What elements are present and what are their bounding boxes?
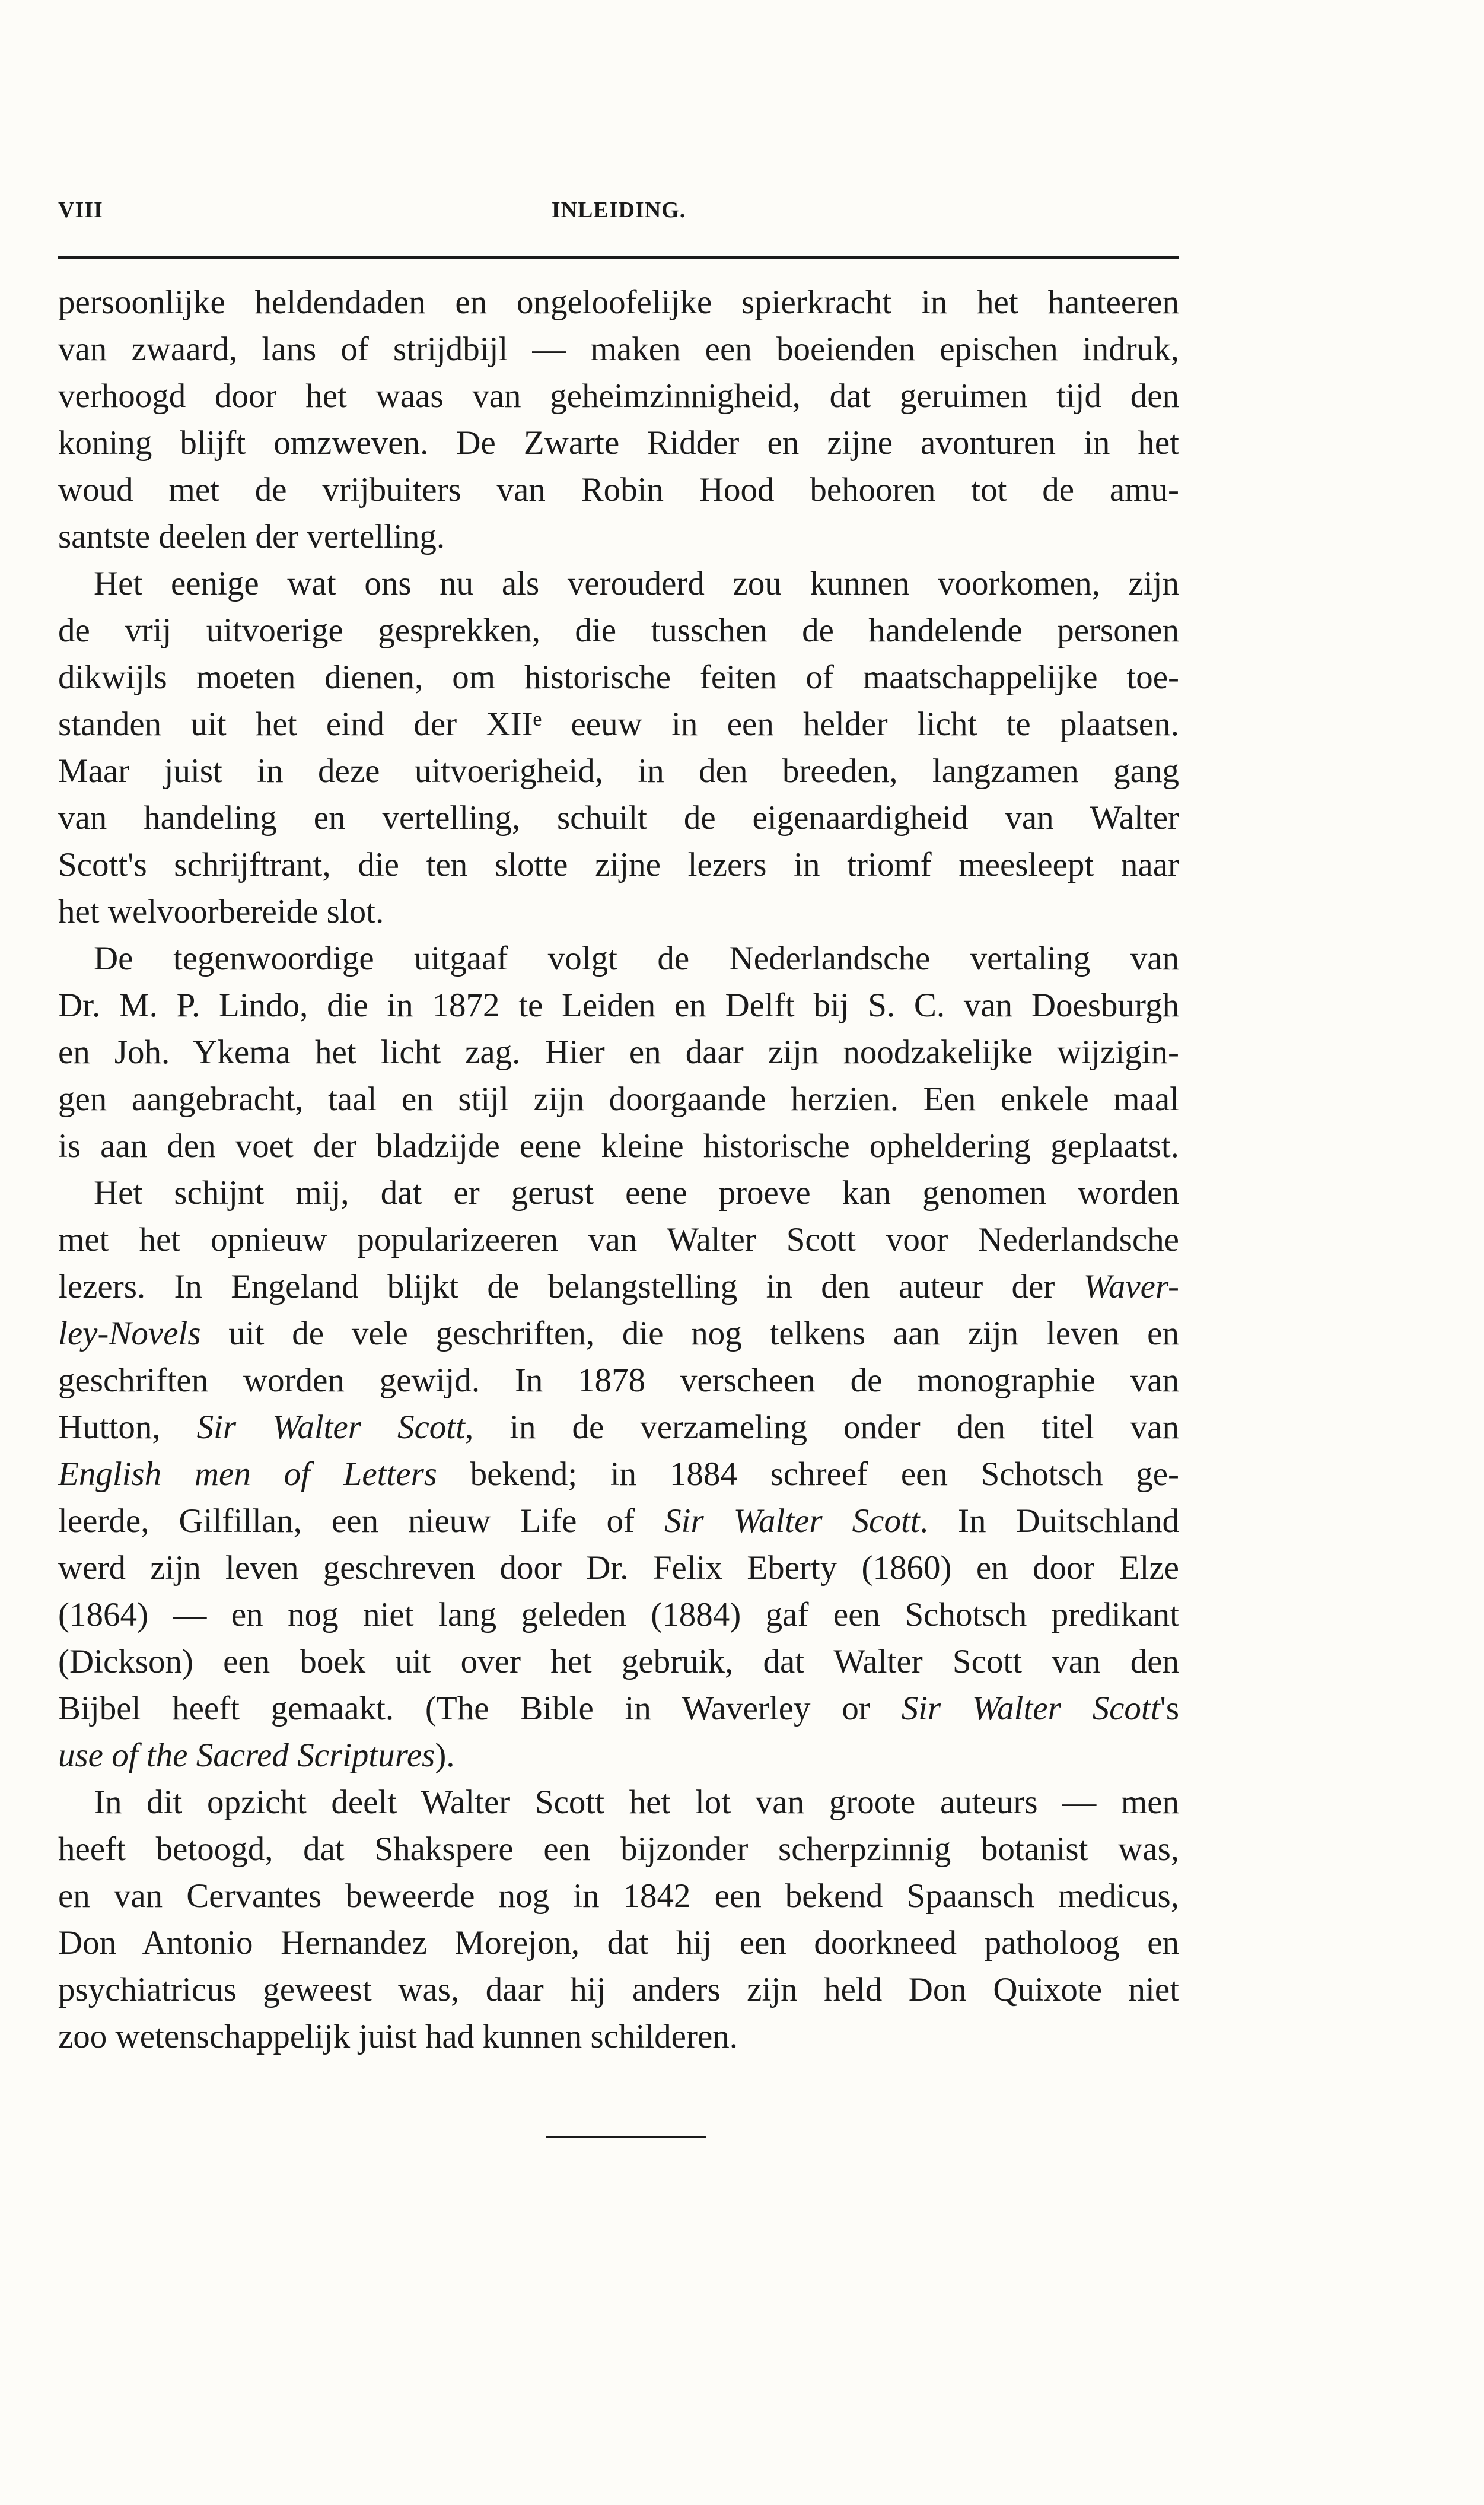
text-line: woud met de vrijbuiters van Robin Hood behooren tot de amu-	[58, 471, 1179, 508]
text-line: De tegenwoordige uitgaaf volgt de Nederlandsche vertaling van	[94, 940, 1179, 977]
text-line: persoonlijke heldendaden en ongeloofelijke spierkracht in het hanteeren	[58, 284, 1179, 321]
text-line: dikwijls moeten dienen, om historische feiten of maatschappelijke toe-	[58, 659, 1179, 696]
text-line: (1864) — en nog niet lang geleden (1884) gaf een Schotsch predikant	[58, 1596, 1179, 1633]
text-line: In dit opzicht deelt Walter Scott het lot van groote auteurs — men	[94, 1784, 1179, 1821]
text-line: van zwaard, lans of strijdbijl — maken een boeienden epischen indruk,	[58, 330, 1179, 368]
text-line: is aan den voet der bladzijde eene kleine historische opheldering geplaatst.	[58, 1127, 1179, 1165]
text-line: (Dickson) een boek uit over het gebruik, dat Walter Scott van den	[58, 1643, 1179, 1680]
text-line: Het schijnt mij, dat er gerust eene proeve kan genomen worden	[94, 1174, 1179, 1212]
text-line: de vrij uitvoerige gesprekken, die tusschen de handelende personen	[58, 612, 1179, 649]
text-line: Bijbel heeft gemaakt. (The Bible in Waverley or Sir Walter Scott's	[58, 1690, 1179, 1727]
page-number: VIII	[58, 198, 103, 222]
text-line: geschriften worden gewijd. In 1878 verscheen de monographie van	[58, 1362, 1179, 1399]
text-line: en van Cervantes beweerde nog in 1842 een bekend Spaansch medicus,	[58, 1877, 1179, 1915]
paragraph-5	[58, 1779, 1179, 2060]
text-line: heeft betoogd, dat Shakspere een bijzonder scherpzinnig botanist was,	[58, 1830, 1179, 1868]
text-line: Don Antonio Hernandez Morejon, dat hij een doorkneed patholoog en	[58, 1924, 1179, 1962]
text-line: werd zijn leven geschreven door Dr. Felix Eberty (1860) en door Elze	[58, 1549, 1179, 1587]
text-line: en Joh. Ykema het licht zag. Hier en daar zijn noodzakelijke wijzigin-	[58, 1034, 1179, 1071]
text-line: lezers. In Engeland blijkt de belangstelling in den auteur der Waver-	[58, 1268, 1179, 1305]
text-line: Scott's schrijftrant, die ten slotte zijne lezers in triomf meesleept naar	[58, 846, 1179, 883]
text-line: standen uit het eind der XIIᵉ eeuw in een helder licht te plaatsen.	[58, 705, 1179, 743]
text-line: het welvoorbereide slot.	[58, 893, 384, 930]
text-line: psychiatricus geweest was, daar hij anders zijn held Don Quixote niet	[58, 1971, 1179, 2008]
paragraph-4	[58, 1169, 1179, 1779]
text-line: English men of Letters bekend; in 1884 schreef een Schotsch ge-	[58, 1455, 1180, 1493]
text-line: gen aangebracht, taal en stijl zijn doorgaande herzien. Een enkele maal	[58, 1080, 1179, 1118]
text-line: koning blijft omzweven. De Zwarte Ridder en zijne avonturen in het	[58, 424, 1179, 462]
text-line: met het opnieuw popularizeeren van Walter Scott voor Nederlandsche	[58, 1221, 1179, 1258]
running-title: INLEIDING.	[551, 198, 686, 222]
paragraph-2	[58, 560, 1179, 935]
paragraph-1	[58, 279, 1179, 560]
text-line: Dr. M. P. Lindo, die in 1872 te Leiden en Delft bij S. C. van Doesburgh	[58, 987, 1179, 1024]
paragraph-3	[58, 935, 1179, 1169]
text-line: Hutton, Sir Walter Scott, in de verzameling onder den titel van	[58, 1409, 1179, 1446]
text-line: Het eenige wat ons nu als verouderd zou kunnen voorkomen, zijn	[94, 565, 1179, 602]
text-line: ley-Novels uit de vele geschriften, die nog telkens aan zijn leven en	[58, 1315, 1179, 1352]
text-line: use of the Sacred Scriptures).	[58, 1737, 455, 1774]
text-line: leerde, Gilfillan, een nieuw Life of Sir Walter Scott. In Duitschland	[58, 1502, 1179, 1540]
end-rule	[546, 2136, 706, 2138]
text-line: verhoogd door het waas van geheimzinnigheid, dat geruimen tijd den	[58, 377, 1179, 415]
text-line: santste deelen der vertelling.	[58, 518, 445, 555]
page-header	[58, 197, 1179, 239]
body-text	[58, 279, 1179, 2060]
text-line: zoo wetenschappelijk juist had kunnen schilderen.	[58, 2018, 738, 2055]
text-line: Maar juist in deze uitvoerigheid, in den breeden, langzamen gang	[58, 752, 1179, 790]
header-rule	[58, 256, 1179, 259]
text-line: van handeling en vertelling, schuilt de eigenaardigheid van Walter	[58, 799, 1179, 837]
